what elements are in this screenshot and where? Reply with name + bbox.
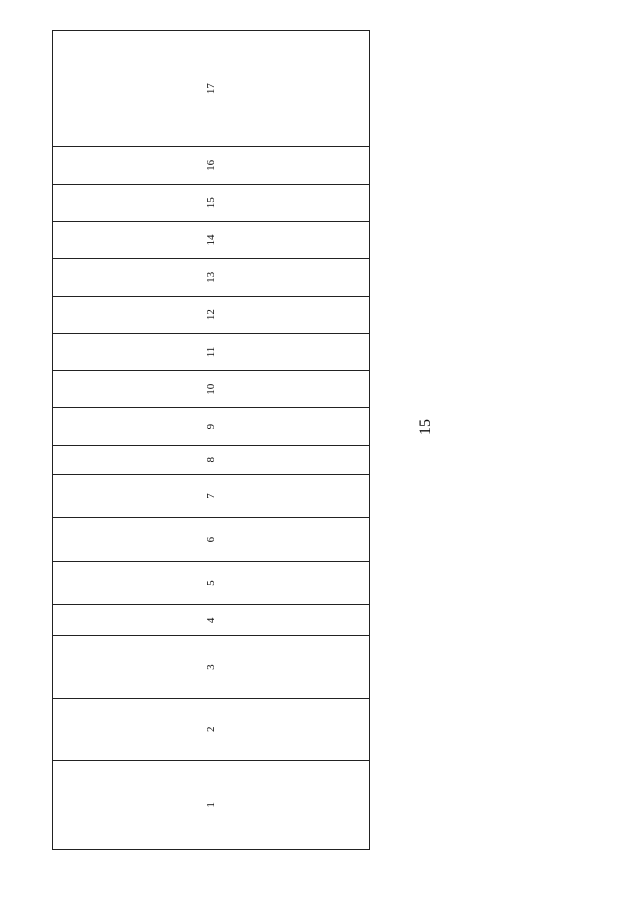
col-header: 13 [53,259,370,296]
col-header: 7 [53,474,370,518]
col-header: 10 [53,371,370,408]
col-header: 6 [53,518,370,562]
budget-table [52,30,370,850]
col-header: 8 [53,445,370,474]
col-header: 5 [53,561,370,605]
col-header: 4 [53,605,370,636]
col-header: 14 [53,221,370,258]
page-number: 15 [417,419,434,435]
col-header: 2 [53,698,370,760]
header-row [53,31,370,850]
col-header: 9 [53,408,370,445]
col-header: 12 [53,296,370,333]
col-header: 1 [53,760,370,849]
col-header: 15 [53,184,370,221]
col-header: 11 [53,333,370,370]
col-header: 3 [53,636,370,698]
col-header: 17 [53,31,370,147]
col-header: 16 [53,147,370,184]
